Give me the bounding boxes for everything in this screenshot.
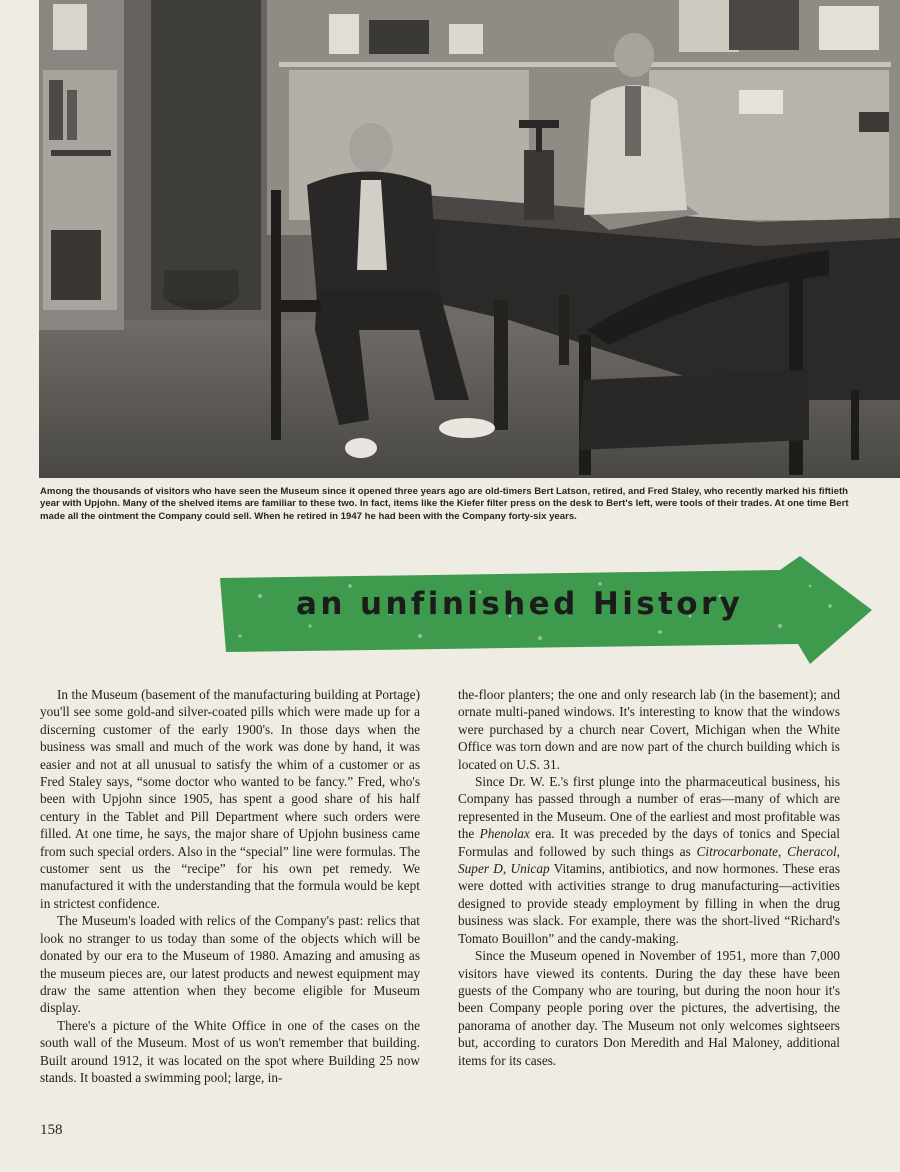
product-names: Citrocarbonate, Cheracol, Super D, Unicap [458,843,840,877]
photo-caption: Among the thousands of visitors who have seen the Museum since it opened three years ago are old-timers Bert Latson, retired, and Fred Staley, who recently marked his fiftieth year with Upjohn. Many of the shelved items are familiar to these two. In fact, items like the Kiefer filter press on the desk to Bert's left, were tools of their trades. At one time Bert made all the ointment the Company could sell. When he retired in 1947 he had been with the Company forty-six years. [40,486,849,522]
museum-photo-illustration [39,0,900,478]
article-paragraph: Since the Museum opened in November of 1951, more than 7,000 visitors have viewed its contents. During the day these have been guests of the Company who are touring, but during the noon hour it's been Company people poring over the pictures, the advertising, the panorama of another day. The Museum not only welcomes sightseers but, according to curators Don Meredith and Hal Maloney, additional items for its cases. [458,948,840,1068]
product-name: Phenolax [479,826,530,842]
article-paragraph [458,773,840,947]
article-paragraph: In the Museum (basement of the manufacturing building at Portage) you'll see some gold-and silver-coated pills which were made up for a discerning customer of the early 1900's. In those days when the business was small and much of the work was done by hand, it was easier and not at all unusual to satisfy the whim of a customer or as Fred Staley says, “some doctor who wanted to be fancy.” Fred, who's been with Upjohn since 1905, has spent a good share of his half century in the Tablet and Pill Department where such orders were filled. At one time, he says, the major share of Upjohn business came from such special orders. Also in the “special” line were formulas. The customer sent us the “recipe” for his own pet remedy. We manufactured it with the understanding that the formula would be kept in strictest confidence. [40,687,420,911]
article-paragraph: The Museum's loaded with relics of the Company's past: relics that look no stranger to us today than some of the objects which will be donated by our era to the Museum of 1980. Amazing and amusing as the museum pieces are, our latest products and newest equipment may draw the same attention when they become eligible for Museum display. [40,913,420,1016]
page-number: 158 [40,1122,63,1138]
article-column-left [40,686,420,1086]
text-run: Vitamins, antibiotics, and now hormones. These eras were dotted with activities strange to drug manufacturing—activities designed to provide steady employment by filling in when the drug business was slack. For example, there was the short-lived “Richard's Tomato Bouillon” and the candy-making. [458,861,840,946]
text-run: Since Dr. W. E.'s first plunge into the pharmaceutical business, his Company has passed through a number of eras—many of which are represented in the Museum. One of the earliest and most profitable was the [458,774,840,842]
museum-photo [39,0,900,478]
article-column-right [458,686,840,1069]
page-title: an unfinished History [296,586,744,622]
text-run: era. It was preceded by the days of tonics and Special Formulas and followed by such things as [458,826,840,859]
article-paragraph: There's a picture of the White Office in one of the cases on the south wall of the Museum. Most of us won't remember that building. Built around 1912, it was located on the spot where Building 25 now stands. It boasted a swimming pool; large, in- [40,1017,420,1085]
section-banner [220,556,872,664]
article-paragraph-continued: the-floor planters; the one and only research lab (in the basement); and ornate multi-paned windows. It's interesting to know that the windows were purchased by a church near Covert, Michigan when the White Office was torn down and are now part of the church building which is located on U.S. 31. [458,687,840,772]
